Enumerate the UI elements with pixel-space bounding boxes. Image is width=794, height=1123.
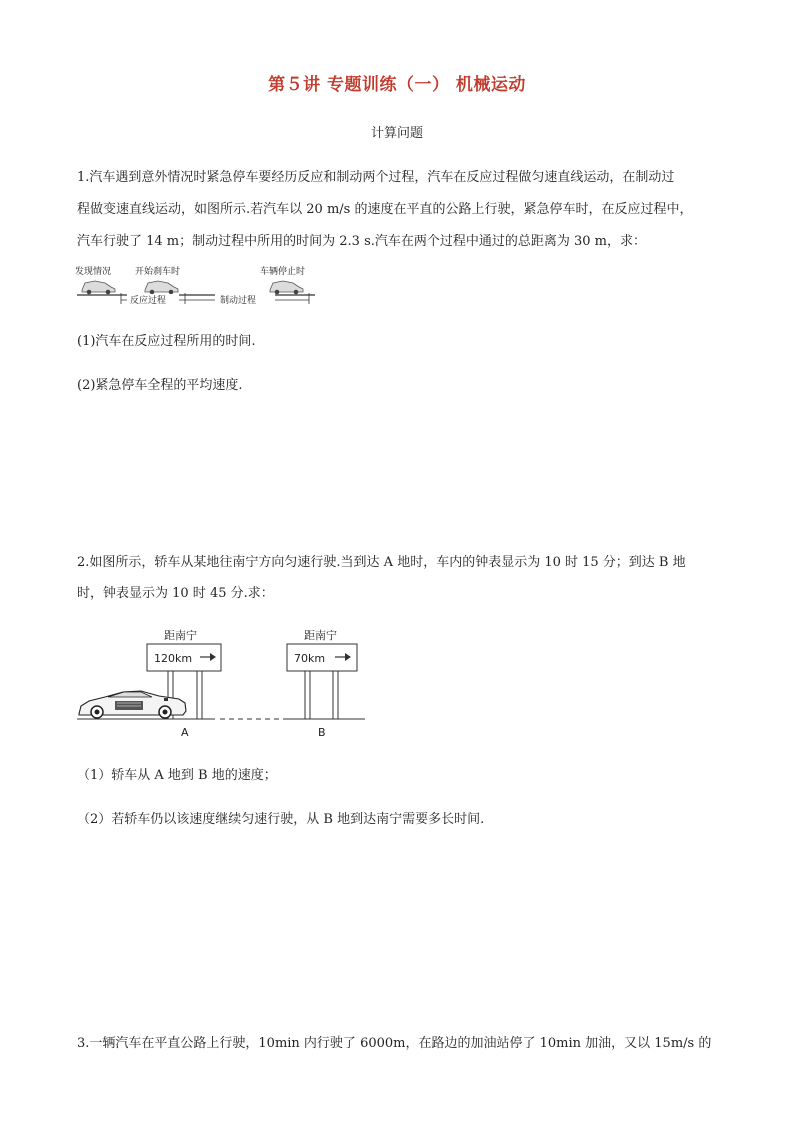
q1-label-braking: 制动过程: [220, 296, 257, 306]
sign-a-board: [147, 644, 221, 671]
car-icon-3: [270, 281, 303, 294]
q1-text-line-1: 1.汽车遇到意外情况时紧急停车要经历反应和制动两个过程，汽车在反应过程做匀速直线运动，在制动过: [77, 170, 675, 185]
q1-sub-question-2: (2)紧急停车全程的平均速度.: [77, 378, 243, 393]
q1-sub-question-1: (1)汽车在反应过程所用的时间.: [77, 334, 256, 349]
q1-label-brake: 开始刹车时: [135, 267, 181, 277]
car-icon-2: [145, 281, 178, 294]
sign-b-value: 70km: [294, 652, 326, 665]
sign-a-title: 距南宁: [164, 629, 197, 642]
q1-label-reaction: 反应过程: [130, 296, 167, 306]
q2-text-line-1: 2.如图所示，轿车从某地往南宁方向匀速行驶.当到达 A 地时，车内的钟表显示为 10 时 15 分；到达 B 地: [77, 555, 686, 570]
q1-label-found: 发现情况: [75, 267, 112, 277]
q2-sub-question-1: （1）轿车从 A 地到 B 地的速度；: [77, 768, 277, 783]
q2-text-line-2: 时，钟表显示为 10 时 45 分.求：: [77, 586, 274, 601]
page-title: 第５讲 专题训练（一） 机械运动: [268, 75, 526, 95]
q2-road-sign-diagram: [75, 626, 375, 744]
q1-text-line-2: 程做变速直线运动，如图所示.若汽车以 20 m/s 的速度在平直的公路上行驶，紧急停车时，在反应过程中，: [77, 202, 693, 217]
sign-b-board: [287, 644, 357, 671]
q1-text-line-3: 汽车行驶了 14 m；制动过程中所用的时间为 2.3 s.汽车在两个过程中通过的总距离为 30 m，求：: [77, 234, 647, 249]
sign-a-value: 120km: [154, 652, 193, 665]
q1-label-stop: 车辆停止时: [260, 267, 306, 277]
point-b-label: B: [318, 726, 326, 739]
sign-b-title: 距南宁: [304, 629, 337, 642]
q1-braking-diagram: [75, 262, 325, 310]
point-a-label: A: [181, 726, 189, 739]
car-icon-1: [82, 281, 115, 294]
q3-text-line-1: 3.一辆汽车在平直公路上行驶，10min 内行驶了 6000m，在路边的加油站停了 10min 加油，又以 15m/s 的: [77, 1036, 712, 1051]
section-heading: 计算问题: [370, 126, 423, 141]
sports-car-icon: [79, 691, 186, 718]
q2-sub-question-2: （2）若轿车仍以该速度继续匀速行驶，从 B 地到达南宁需要多长时间.: [77, 812, 485, 827]
